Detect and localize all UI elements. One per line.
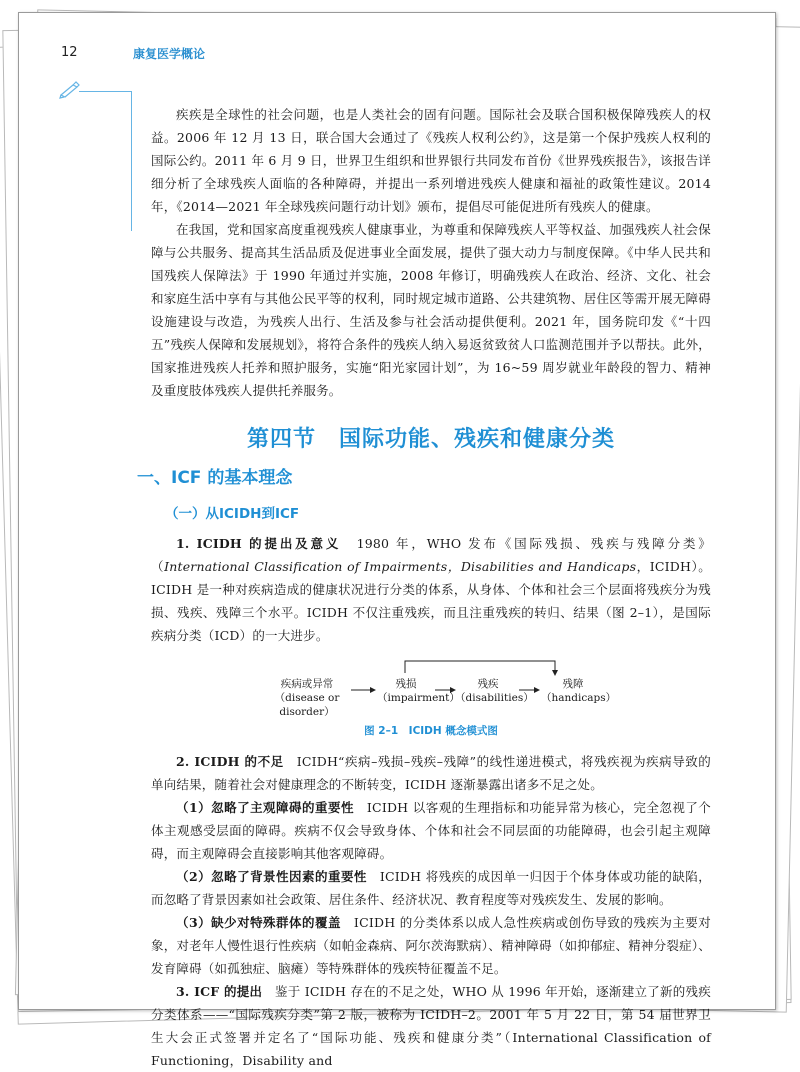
list-item: [151, 911, 711, 980]
diagram-node: [261, 677, 353, 719]
icidh-diagram: [151, 657, 711, 717]
node-label-en: （handicaps）: [541, 692, 617, 704]
heading-level-2: （一）从ICIDH到ICF: [165, 506, 300, 522]
list-item-text: ICIDH 以客观的生理指标和功能异常为核心，完全忽视了个体主观感受层面的障碍。疾病不仅会导致身体、个体和社会不同层面的功能障碍，也会引起主观障碍，而主观障碍会直接影响其他客观障碍。: [151, 800, 712, 861]
node-label-cn: 残障: [562, 678, 584, 690]
figure-caption: 图 2–1 ICIDH 概念模式图: [364, 725, 498, 737]
margin-rule: [79, 91, 131, 92]
list-item-lead: （3）缺少对特殊群体的覆盖: [176, 915, 341, 930]
diagram-node: [455, 677, 534, 705]
node-label-en: （disease or disorder）: [274, 692, 340, 718]
diagram-node: [377, 677, 460, 705]
paragraph: 在我国，党和国家高度重视残疾人健康事业，为尊重和保障残疾人平等权益、加强残疾人社会保障与公共服务、提高其生活品质及促进事业全面发展，提供了强大动力与制度保障。《中华人民共和国残疾人保障法》于 1990 年通过并实施，2008 年修订，明确残疾人在政治、经济、文化、社会和家庭生活中享有与其他公民平等的权利，同时规定城市道路、公共建筑物、居住区等需开展无障碍设施建设与改造，为残疾人出行、生活及参与社会活动提供便利。2021 年，国务院印发《“十四五”残疾人保障和发展规划》，将符合条件的残疾人纳入易返贫致贫人口监测范围并予以帮扶。此外，国家推进残疾人托养和照护服务，实施“阳光家园计划”，为 16~59 周岁就业年龄段的智力、精神及重度肢体残疾人提供托养服务。: [151, 222, 711, 398]
page-content: [137, 103, 712, 1072]
margin-rule: [131, 91, 132, 231]
paragraph-icf-origin: [151, 980, 711, 1072]
page-number: 12: [61, 45, 78, 60]
paragraph-text: ，ICIDH）。ICIDH 是一种对疾病造成的健康状况进行分类的体系，从身体、个体和社会三个层面将残疾分为残损、残疾、残障三个水平。ICIDH 不仅注重残疾，而且注重残疾的转归、结果（图 2–1），是国际疾病分类（ICD）的一大进步。: [151, 559, 711, 643]
paragraph-italic: International Classification of Impairments，Disabilities and Handicaps: [164, 559, 637, 574]
list-item-lead: （1）忽略了主观障碍的重要性: [176, 800, 354, 815]
book-page: [18, 12, 776, 1068]
bypass-arrow: [405, 661, 555, 675]
page-header: [19, 13, 775, 83]
paragraph-lead: 1. ICIDH 的提出及意义: [176, 536, 342, 551]
node-label-en: （disabilities）: [455, 692, 534, 704]
list-item-lead: （2）忽略了背景性因素的重要性: [176, 869, 367, 884]
node-label-en: （impairment）: [377, 692, 460, 704]
paragraph-lead: 3. ICF 的提出: [176, 984, 263, 999]
diagram-node: [541, 677, 617, 705]
paragraph-icidh-origin: [151, 532, 711, 647]
list-item: [151, 796, 711, 865]
paragraph-icidh-limits: [151, 750, 711, 796]
node-label-cn: 残疾: [477, 678, 499, 690]
paragraph-lead: 2. ICIDH 的不足: [176, 754, 284, 769]
list-item-text: ICIDH 将残疾的成因单一归因于个体身体或功能的缺陷，而忽略了背景因素如社会政策、居住条件、经济状况、教育程度等对残疾发生、发展的影响。: [151, 869, 711, 907]
paragraph: 疾疾是全球性的社会问题，也是人类社会的固有问题。国际社会及联合国积极保障残疾人的权益。2006 年 12 月 13 日，联合国大会通过了《残疾人权利公约》，这是第一个保护残疾人权利的国际公约。2011 年 6 月 9 日，世界卫生组织和世界银行共同发布首份《世界残疾报告》，该报告详细分析了全球残疾人面临的各种障碍，并提出一系列增进残疾人健康和福祉的政策性建议。2014 年，《2014—2021 年全球残疾问题行动计划》颁布，提倡尽可能促进所有残疾人的健康。: [151, 107, 711, 214]
running-title: 康复医学概论: [133, 47, 206, 61]
heading-level-1: 一、ICF 的基本理念: [137, 468, 293, 488]
paragraph-text: 鉴于 ICIDH 存在的不足之处，WHO 从 1996 年开始，逐渐建立了新的残疾分类体系——“国际残疾分类”第 2 版，被称为 ICIDH–2。2001 年 5 月 22 日，第 54 届世界卫生大会正式签署并定名了“国际功能、残疾和健康分类”（International Classification of Functioning，Disability and: [151, 984, 711, 1068]
list-item: [151, 865, 711, 911]
list-item-text: ICIDH 的分类体系以成人急性疾病或创伤导致的残疾为主要对象，对老年人慢性退行性疾病（如帕金森病、阿尔茨海默病）、精神障碍（如抑郁症、精神分裂症）、发育障碍（如孤独症、脑瘫）等特殊群体的残疾特征覆盖不足。: [151, 915, 711, 976]
node-label-cn: 疾病或异常: [280, 678, 334, 690]
section-title: 第四节 国际功能、残疾和健康分类: [246, 427, 615, 452]
paragraph-text: 1980 年，WHO 发布《国际残损、残疾与残障分类》（: [151, 536, 711, 574]
paragraph-text: ICIDH“疾病–残损–残疾–残障”的线性递进模式，将残疾视为疾病导致的单向结果，随着社会对健康理念的不断转变，ICIDH 逐渐暴露出诸多不足之处。: [151, 754, 711, 792]
node-label-cn: 残损: [395, 678, 417, 690]
pen-icon: [59, 81, 81, 99]
